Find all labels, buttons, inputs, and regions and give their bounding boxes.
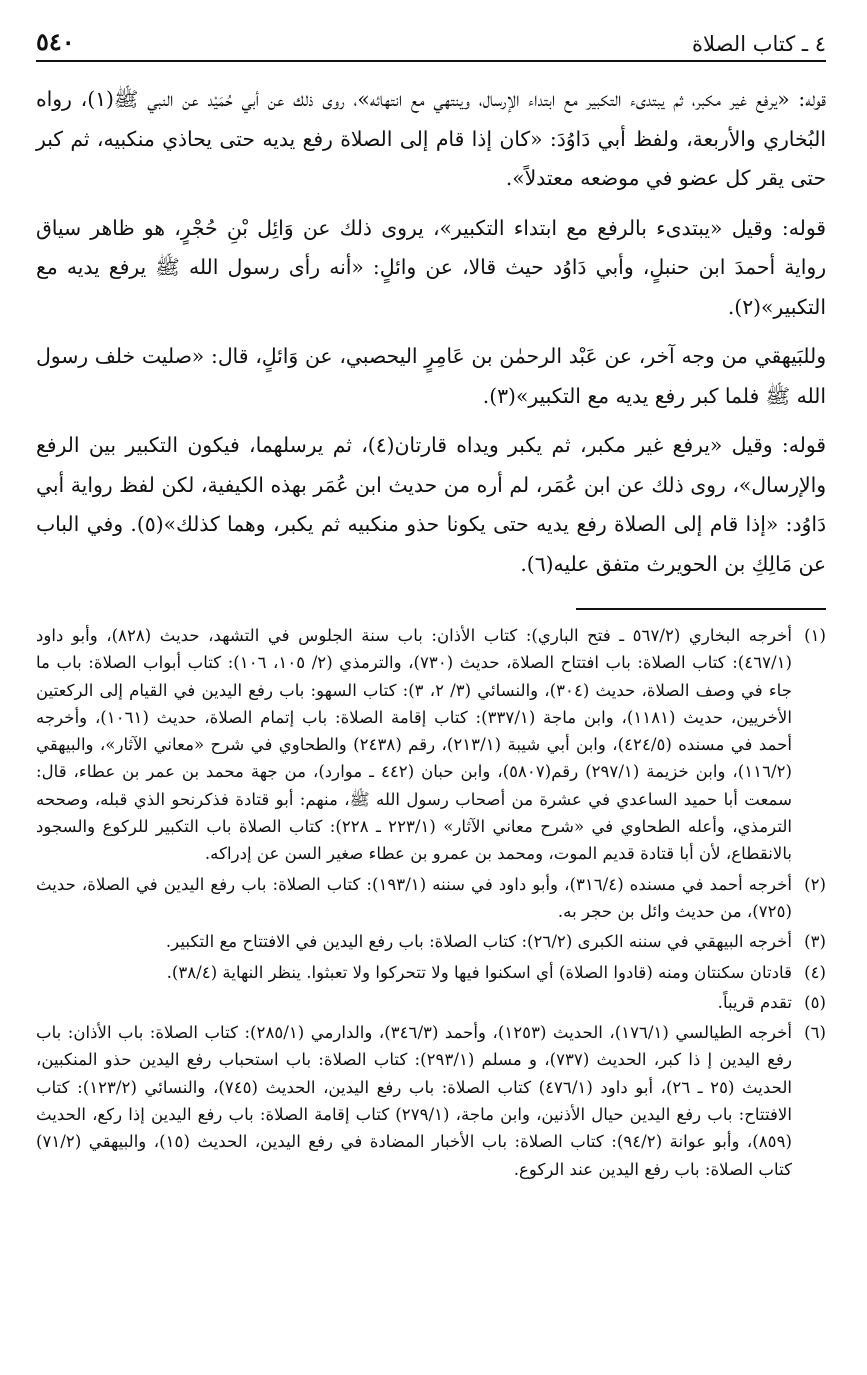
footnote-text: أخرجه البخاري (٥٦٧/٢ ـ فتح الباري): كتاب الأذان: باب سنة الجلوس في التشهد، حديث (٨٢٨)، وأبو داود (٤٦٧/١): كتاب الصلاة: باب افتتاح الصلاة، حديث (٧٣٠)، والترمذي (٢/ ١٠٥، ١٠٦): كتاب أبواب الصلاة: باب ما جاء في وصف الصلاة، حديث (٣٠٤)، والنسائي (٣/ ٢، ٣): كتاب السهو: باب رفع اليدين في القيام إلى الركعتين الأخريين، حديث (١١٨١)، وابن ماجة (٣٣٧/١): كتاب إقامة الصلاة: باب إتمام الصلاة، حديث (١٠٦١)، وأخرجه أحمد في مسنده (٤٢٤/٥)، وابن أبي شيبة (٢١٣/١)، رقم (٢٤٣٨) والطحاوي في شرح «معاني الآثار»، والبيهقي (١١٦/٢)، وابن خزيمة (٢٩٧/١) رقم(٥٨٠٧)، وابن حبان (٤٤٢ ـ موارد)، من جهة محمد بن عمر بن عطاء، قال: سمعت أبا حميد الساعدي في عشرة من أصحاب رسول الله ﷺ، منهم: أبو قتادة فذكرنحو الذي قبله، وصححه الترمذي، وأعله الطحاوي في «شرح معاني الآثار» (٢٢٣/١ ـ ٢٢٨): كتاب الصلاة باب التكبير للركوع والسجود بالانقطاع، لأن أبا قتادة قديم الموت، ومحمد بن عمرو بن عطاء صغير السن عن إدراكه. bbox=[36, 626, 793, 864]
footnote-text: أخرجه أحمد في مسنده (٣١٦/٤)، وأبو داود في سننه (١٩٣/١): كتاب الصلاة: باب رفع اليدين في الصلاة، حديث (٧٢٥)، من حديث وائل بن حجر به. bbox=[36, 874, 792, 921]
footnote-number: (٢) bbox=[804, 874, 826, 894]
page-number: ٥٤٠ bbox=[36, 27, 75, 56]
footnote-text: قادتان سكنتان ومنه (قادوا الصلاة) أي اسكنوا فيها ولا تتحركوا ولا تعبثوا. ينظر النهاية (٣٨/٤). bbox=[166, 962, 792, 982]
footnote-text: أخرجه الطيالسي (١٧٦/١)، الحديث (١٢٥٣)، وأحمد (٣٤٦/٣)، والدارمي (٢٨٥/١): كتاب الصلاة: باب الأذان: باب رفع اليدين إ ذا كبر، الحديث (٧٣٧)، و مسلم (٢٩٣/١): كتاب الصلاة: باب استحباب رفع اليدين حذو المنكبين، الحديث (٢٥ ـ ٢٦)، أبو داود (٤٧٦/١) كتاب الصلاة: باب رفع اليدين، الحديث (٧٤٥)، والنسائي (١٢٣/٢): كتاب الافتتاح: باب رفع اليدين حيال الأذنين، وابن ماجة، (٢٧٩/١) كتاب إقامة الصلاة: باب رفع اليدين إذا ركع، الحديث (٨٥٩)، وأبو عوانة (٩٤/٢): كتاب الصلاة: باب الأخبار المضادة في رفع اليدين، الحديث (١٥)، والبيهقي (٧١/٢) كتاب الصلاة: باب رفع اليدين عند الركوع. bbox=[36, 1023, 792, 1179]
main-text bbox=[36, 80, 826, 584]
running-head: ٤ ـ كتاب الصلاة bbox=[692, 32, 826, 56]
footnote bbox=[36, 871, 826, 926]
footnote bbox=[36, 989, 826, 1016]
footnote bbox=[36, 1019, 826, 1183]
paragraph: قوله: وقيل «يرفع غير مكبر، ثم يكبر ويداه قارتان(٤)، ثم يرسلهما، فيكون التكبير بين الرفع والإرسال»، روى ذلك عن ابن عُمَر، لم أره من حديث ابن عُمَر بهذه الكيفية، لكن لفظ رواية أبي دَاوُد: «إذا قام إلى الصلاة رفع يديه حتى يكونا حذو منكبيه ثم يكبر، وهما كذلك»(٥). وفي الباب عن مَالِكِ بن الحويرث متفق عليه(٦). bbox=[36, 433, 826, 576]
paragraph: وللبَيهقي من وجه آخر، عن عَبْد الرحمٰن بن عَامِرٍ اليحصبي، عن وَائلٍ، قال: «صليت خلف رسول الله ﷺ فلما كبر رفع يديه مع التكبير»(٣). bbox=[36, 344, 826, 408]
footnote-number: (٦) bbox=[804, 1023, 826, 1043]
footnote bbox=[36, 928, 826, 955]
footnote-number: (٣) bbox=[804, 932, 826, 952]
paragraph: قوله: «يرفع غير مكبر، ثم يبتدىء التكبير مع ابتداء الإرسال، وينتهي مع انتهائه»، روى ذلك عن أبي حُمَيْد عن النبي ﷺ(١)، رواه البُخاري والأربعة، ولفظ أبي دَاوُدَ: «كان إذا قام إلى الصلاة رفع يديه حتى يحاذي منكبيه، ثم كبر حتى يقر كل عضو في موضعه معتدلاً». bbox=[36, 87, 826, 190]
footnote-separator-wrap bbox=[36, 594, 826, 622]
footnotes bbox=[36, 622, 826, 1183]
footnote bbox=[36, 622, 826, 868]
footnote-number: (٥) bbox=[804, 992, 826, 1012]
footnote-text: أخرجه البيهقي في سننه الكبرى (٢٦/٢): كتاب الصلاة: باب رفع اليدين في الافتتاح مع التكبير. bbox=[165, 932, 792, 952]
book-page bbox=[36, 22, 826, 1362]
footnote-number: (٤) bbox=[804, 962, 826, 982]
footnote-text: تقدم قريباً. bbox=[717, 992, 792, 1012]
footnote-separator bbox=[576, 608, 826, 610]
footnote bbox=[36, 959, 826, 986]
paragraph: قوله: وقيل «يبتدىء بالرفع مع ابتداء التكبير»، يروى ذلك عن وَائِل بْنِ حُجْرٍ، هو ظاهر سياق رواية أحمدَ ابن حنبلٍ، وأبي دَاوُد حيث قالا، عن وائلٍ: «أنه رأى رسول الله ﷺ يرفع يديه مع التكبير»(٢). bbox=[36, 215, 826, 319]
footnote-number: (١) bbox=[804, 626, 826, 645]
page-header bbox=[36, 22, 826, 62]
